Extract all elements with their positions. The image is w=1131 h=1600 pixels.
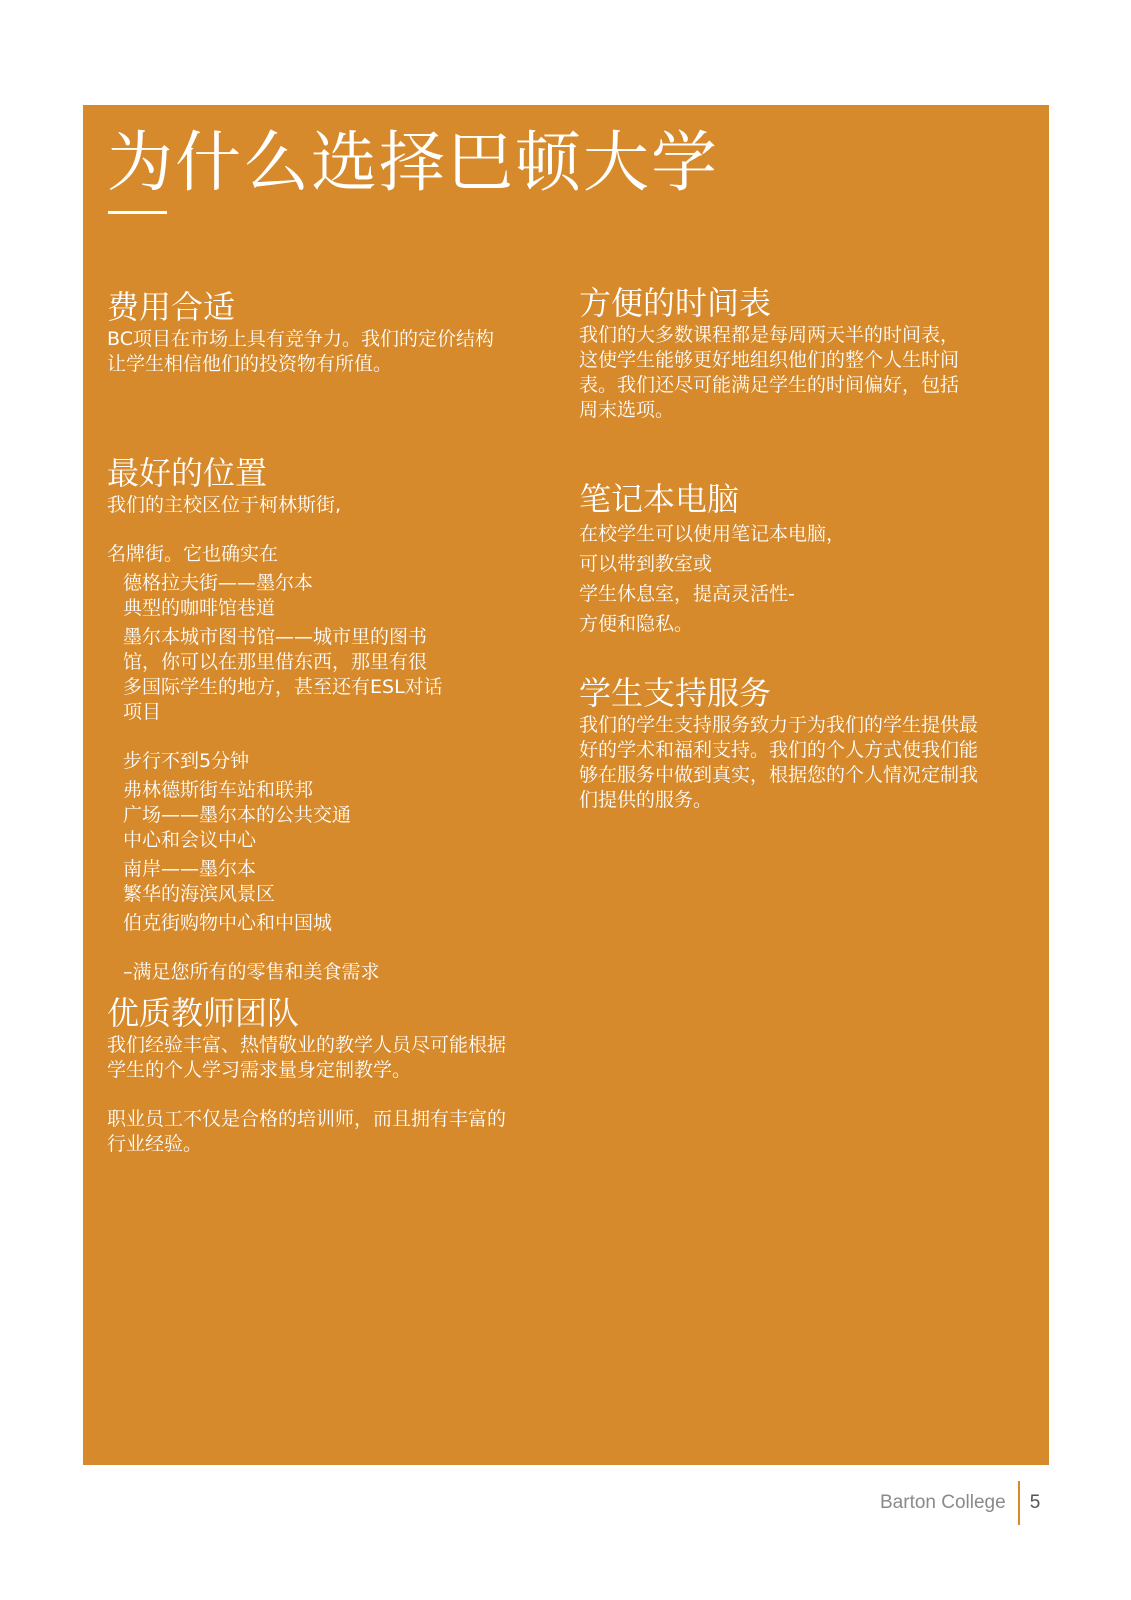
laptop-line: 方便和隐私。: [579, 613, 694, 635]
support-line: 好的学术和福利支持。我们的个人方式使我们能: [579, 739, 979, 761]
location-item: [107, 960, 557, 985]
location-item-line: 馆，你可以在那里借东西，那里有很: [123, 651, 428, 673]
affordable-line: 让学生相信他们的投资物有所值。: [107, 353, 393, 375]
page-title: 为什么选择巴顿大学: [107, 124, 719, 201]
location-item-line: 项目: [123, 701, 162, 723]
location-item-line: 伯克街购物中心和中国城: [123, 912, 333, 934]
location-item: [107, 778, 557, 853]
location-item-line: 中心和会议中心: [123, 829, 257, 851]
section-support: [579, 673, 1019, 813]
location-item: [107, 749, 557, 774]
support-line: 们提供的服务。: [579, 789, 713, 811]
section-affordable: [107, 287, 557, 377]
section-heading-support: 学生支持服务: [579, 674, 772, 712]
location-intro: 名牌街。它也确实在: [107, 543, 279, 565]
section-heading-location: 最好的位置: [107, 454, 268, 492]
team-line: 行业经验。: [107, 1133, 203, 1155]
section-heading-team: 优质教师团队: [107, 994, 300, 1032]
schedule-line: 表。我们还尽可能满足学生的时间偏好，包括: [579, 374, 960, 396]
team-line: 我们经验丰富、热情敬业的教学人员尽可能根据: [107, 1034, 507, 1056]
right-column: [579, 283, 1019, 813]
team-line: 职业员工不仅是合格的培训师，而且拥有丰富的: [107, 1108, 507, 1130]
location-item-line: 繁华的海滨风景区: [123, 883, 276, 905]
laptop-line: 在校学生可以使用笔记本电脑，: [579, 523, 846, 545]
content-panel: [83, 105, 1049, 1465]
laptop-line: 学生休息室，提高灵活性-: [579, 583, 795, 605]
section-heading-schedule: 方便的时间表: [579, 284, 772, 322]
laptop-line: 可以带到教室或: [579, 553, 713, 575]
location-item: [107, 625, 557, 725]
title-underline: [108, 211, 167, 214]
location-item-line: –满足您所有的零售和美食需求: [123, 961, 380, 983]
location-item-line: 南岸——墨尔本: [123, 858, 257, 880]
schedule-line: 这使学生能够更好地组织他们的整个人生时间: [579, 349, 960, 371]
section-schedule: [579, 283, 1019, 423]
location-item-line: 弗林德斯街车站和联邦: [123, 779, 314, 801]
schedule-line: 周末选项。: [579, 399, 675, 421]
location-item-line: 墨尔本城市图书馆——城市里的图书: [123, 626, 428, 648]
location-item: [107, 857, 557, 907]
location-item-line: 广场——墨尔本的公共交通: [123, 804, 352, 826]
location-item-line: 步行不到5分钟: [123, 750, 250, 772]
footer-college-name: Barton College: [880, 1492, 1006, 1513]
team-line: 学生的个人学习需求量身定制教学。: [107, 1059, 412, 1081]
location-item-line: 德格拉夫街——墨尔本: [123, 572, 314, 594]
location-item-line: 多国际学生的地方，甚至还有ESL对话: [123, 676, 443, 698]
schedule-line: 我们的大多数课程都是每周两天半的时间表，: [579, 324, 960, 346]
location-item-line: 典型的咖啡馆巷道: [123, 597, 276, 619]
location-item: [107, 911, 557, 936]
section-team: [107, 993, 557, 1157]
section-heading-laptop: 笔记本电脑: [579, 480, 740, 518]
page-footer: [880, 1480, 1040, 1526]
location-intro: 我们的主校区位于柯林斯街,: [107, 494, 342, 516]
left-column: [107, 287, 557, 1157]
section-heading-affordable: 费用合适: [107, 288, 236, 326]
section-location: [107, 453, 557, 985]
support-line: 够在服务中做到真实，根据您的个人情况定制我: [579, 764, 979, 786]
location-item: [107, 571, 557, 621]
section-laptop: [579, 479, 1019, 639]
support-line: 我们的学生支持服务致力于为我们的学生提供最: [579, 714, 979, 736]
affordable-line: BC项目在市场上具有竞争力。我们的定价结构: [107, 328, 494, 350]
page-number: 5: [1029, 1492, 1041, 1513]
